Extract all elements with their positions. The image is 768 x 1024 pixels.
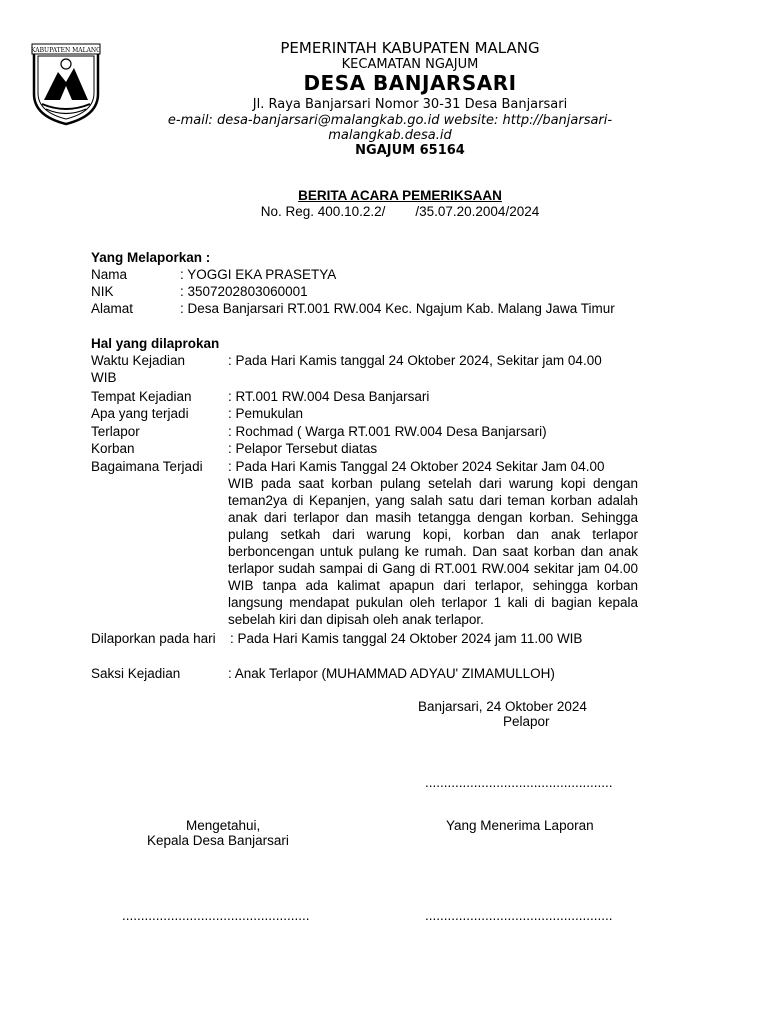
district-name: KECAMATAN NGAJUM [341, 57, 479, 72]
alamat-value: : Desa Banjarsari RT.001 RW.004 Kec. Ngajum Kab. Malang Jawa Timur [180, 301, 615, 316]
pelapor-signature-line: .................................................. [425, 775, 613, 790]
registration-number: No. Reg. 400.10.2.2/ /35.07.20.2004/2024 [260, 204, 540, 219]
korban-value: : Pelapor Tersebut diatas [228, 441, 378, 456]
gov-name: PEMERINTAH KABUPATEN MALANG [280, 39, 540, 57]
dilaporkan-value: : Pada Hari Kamis tanggal 24 Oktober 2024 jam 11.00 WIB [230, 631, 583, 646]
waktu-label: Waktu Kejadian [91, 353, 186, 368]
apa-value: : Pemukulan [228, 406, 304, 421]
nama-value: : YOGGI EKA PRASETYA [180, 267, 337, 282]
kepala-signature-line: .................................................. [122, 908, 310, 923]
waktu-wrap: WIB [91, 370, 117, 385]
document-title: BERITA ACARA PEMERIKSAAN [298, 188, 502, 203]
tempat-value: : RT.001 RW.004 Desa Banjarsari [228, 389, 430, 404]
pelapor-label: Pelapor [503, 714, 550, 729]
nik-label: NIK [91, 284, 114, 299]
place-date: Banjarsari, 24 Oktober 2024 [418, 699, 587, 714]
bagaimana-label: Bagaimana Terjadi [91, 459, 203, 474]
nik-value: : 3507202803060001 [180, 284, 308, 299]
logo-text: KABUPATEN MALANG [31, 47, 101, 54]
dilaporkan-label: Dilaporkan pada hari [91, 631, 216, 646]
kepala-desa-label: Kepala Desa Banjarsari [147, 833, 289, 848]
mengetahui-label: Mengetahui, [186, 818, 261, 833]
korban-label: Korban [91, 441, 135, 456]
kabupaten-malang-logo [30, 42, 102, 126]
report-heading: Hal yang dilaprokan [91, 336, 220, 351]
postal-code: NGAJUM 65164 [355, 143, 465, 158]
reporter-heading: Yang Melaporkan : [91, 250, 211, 265]
terlapor-value: : Rochmad ( Warga RT.001 RW.004 Desa Banjarsari) [228, 424, 547, 439]
penerima-signature-line: .................................................. [425, 908, 613, 923]
saksi-value: : Anak Terlapor (MUHAMMAD ADYAU' ZIMAMULLOH) [228, 666, 555, 681]
contact-info: e-mail: desa-banjarsari@malangkab.go.id website: http://banjarsari-malangkab.desa.id [167, 113, 613, 143]
saksi-label: Saksi Kejadian [91, 666, 181, 681]
apa-label: Apa yang terjadi [91, 406, 189, 421]
penerima-label: Yang Menerima Laporan [446, 818, 594, 833]
waktu-value: : Pada Hari Kamis tanggal 24 Oktober 2024, Sekitar jam 04.00 [228, 353, 602, 368]
terlapor-label: Terlapor [91, 424, 140, 439]
bagaimana-narrative: WIB pada saat korban pulang setelah dari warung kopi dengan teman2ya di Kepanjen, yang salah satu dari teman korban adalah anak dari terlapor dan masih tetangga dengan korban. Sehingga pulang setkah dari warung kopi, korban dan anak terlapor berboncengan untuk pulang ke rumah. Dan saat korban dan anak terlapor sudah sampai di Gang di RT.001 RW.004 sekitar jam 04.00 WIB tanpa ada kalimat apapun dari terlapor, sehingga korban langsung mendapat pukulan oleh terlapor 1 kali di bagian kepala sebelah kiri dan dipisah oleh anak terlapor. [228, 476, 638, 627]
alamat-label: Alamat [91, 301, 134, 316]
bagaimana-first-line: : Pada Hari Kamis Tanggal 24 Oktober 2024 Sekitar Jam 04.00 [228, 459, 605, 474]
village-name: DESA BANJARSARI [303, 71, 517, 95]
address: Jl. Raya Banjarsari Nomor 30-31 Desa Banjarsari [252, 97, 568, 112]
nama-label: Nama [91, 267, 128, 282]
tempat-label: Tempat Kejadian [91, 389, 192, 404]
